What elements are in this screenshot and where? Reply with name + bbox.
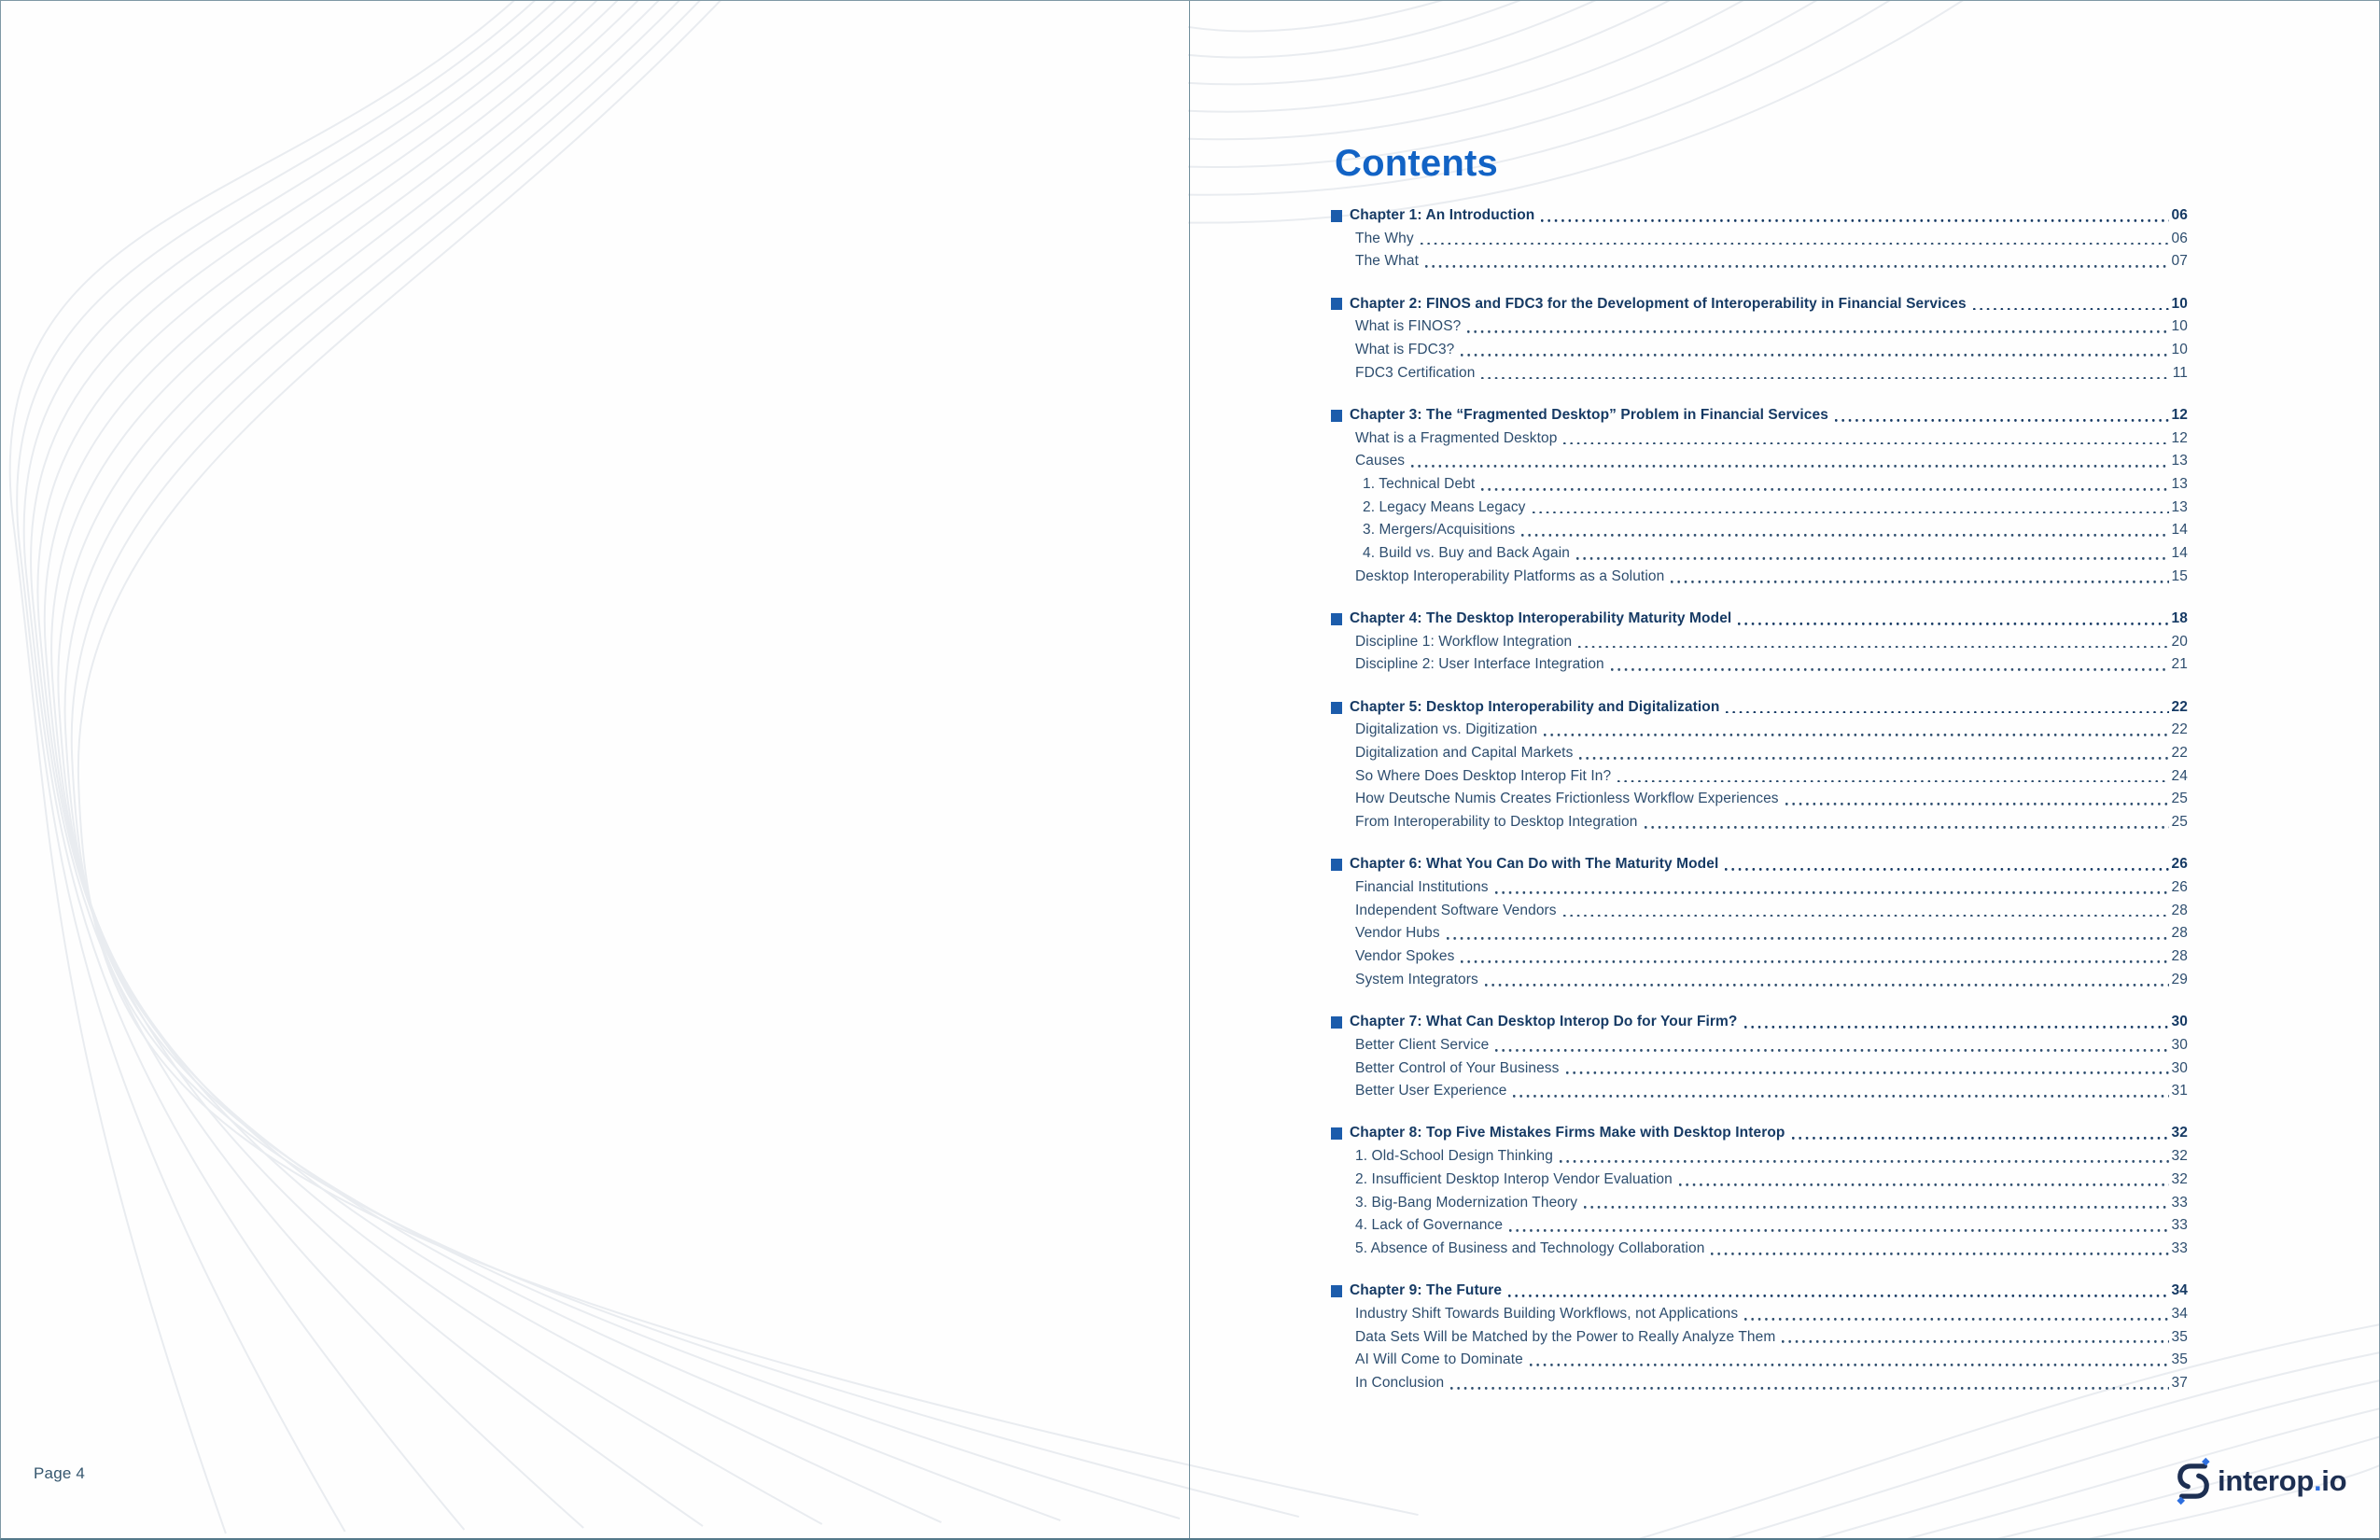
toc-row-label: Chapter 3: The “Fragmented Desktop” Problem in Financial Services xyxy=(1350,406,1828,423)
toc-chapter-row[interactable] xyxy=(1331,404,2188,427)
dot-leader xyxy=(1467,330,2168,333)
toc-row-label: Data Sets Will be Matched by the Power to Really Analyze Them xyxy=(1355,1328,1776,1345)
toc-item-row[interactable] xyxy=(1331,1326,2188,1350)
toc-row-label: Independent Software Vendors xyxy=(1355,902,1557,918)
toc-chapter-group xyxy=(1331,608,2188,677)
toc-row-page: 31 xyxy=(2171,1083,2188,1099)
toc-row-label: Industry Shift Towards Building Workflows, not Applications xyxy=(1355,1305,1739,1322)
toc-row-label: Vendor Hubs xyxy=(1355,925,1440,942)
dot-leader xyxy=(1579,757,2168,760)
toc-row-label: 2. Insufficient Desktop Interop Vendor Evaluation xyxy=(1355,1170,1673,1187)
chapter-bullet-icon xyxy=(1331,1127,1342,1140)
toc-item-row[interactable] xyxy=(1331,228,2188,251)
toc-row-label: What is a Fragmented Desktop xyxy=(1355,429,1558,446)
toc-row-label: FDC3 Certification xyxy=(1355,364,1476,381)
toc-item-row[interactable] xyxy=(1331,1145,2188,1169)
toc-row-label: Chapter 1: An Introduction xyxy=(1350,207,1535,223)
toc-item-row[interactable] xyxy=(1331,362,2188,385)
toc-item-row[interactable] xyxy=(1331,1372,2188,1395)
toc-row-page: 32 xyxy=(2171,1125,2188,1141)
dot-leader xyxy=(1726,711,2168,714)
dot-leader xyxy=(1513,1095,2168,1098)
page-number-label: Page 4 xyxy=(34,1464,86,1482)
chapter-bullet-icon xyxy=(1331,1016,1342,1029)
toc-item-row[interactable] xyxy=(1331,1238,2188,1261)
interop-logo-wordmark xyxy=(2218,1464,2346,1498)
toc-row-page: 14 xyxy=(2171,545,2188,562)
toc-row-label: The What xyxy=(1355,253,1419,270)
dot-leader xyxy=(1544,734,2168,736)
toc-chapter-row[interactable] xyxy=(1331,1280,2188,1303)
toc-row-page: 18 xyxy=(2171,610,2188,627)
toc-chapter-row[interactable] xyxy=(1331,696,2188,720)
toc-row-page: 06 xyxy=(2171,230,2188,246)
toc-item-row[interactable] xyxy=(1331,876,2188,900)
toc-row-page: 30 xyxy=(2171,1059,2188,1076)
toc-row-page: 07 xyxy=(2171,253,2188,270)
toc-row-label: Chapter 5: Desktop Interoperability and Digitalization xyxy=(1350,698,1720,715)
toc-chapter-group xyxy=(1331,293,2188,385)
toc-item-row[interactable] xyxy=(1331,339,2188,362)
toc-row-page: 34 xyxy=(2171,1282,2188,1299)
toc-row-page: 33 xyxy=(2171,1239,2188,1256)
toc-item-row[interactable] xyxy=(1331,1080,2188,1103)
dot-leader xyxy=(1679,1183,2169,1186)
toc-chapter-group xyxy=(1331,1011,2188,1103)
toc-row-label: Chapter 8: Top Five Mistakes Firms Make with Desktop Interop xyxy=(1350,1125,1785,1141)
toc-item-row[interactable] xyxy=(1331,1303,2188,1326)
toc-row-page: 37 xyxy=(2171,1374,2188,1391)
toc-row-page: 25 xyxy=(2171,791,2188,807)
toc-item-row[interactable] xyxy=(1331,427,2188,451)
toc-row-label: 3. Mergers/Acquisitions xyxy=(1363,522,1516,539)
toc-row-label: 1. Old-School Design Thinking xyxy=(1355,1148,1553,1165)
toc-item-row[interactable] xyxy=(1331,969,2188,992)
toc-row-label: 4. Build vs. Buy and Back Again xyxy=(1363,545,1570,562)
toc-row-page: 34 xyxy=(2171,1305,2188,1322)
dot-leader xyxy=(1711,1253,2168,1255)
dot-leader xyxy=(1541,219,2168,222)
logo-word: interop xyxy=(2218,1464,2314,1497)
toc-chapter-row[interactable] xyxy=(1331,853,2188,876)
dot-leader xyxy=(1530,1364,2169,1366)
toc-row-page: 26 xyxy=(2171,856,2188,873)
dot-leader xyxy=(1521,534,2168,537)
dot-leader xyxy=(1792,1137,2169,1140)
dot-leader xyxy=(1563,442,2168,445)
toc-row-page: 32 xyxy=(2171,1170,2188,1187)
toc-item-row[interactable] xyxy=(1331,450,2188,473)
toc-row-label: 4. Lack of Governance xyxy=(1355,1217,1504,1234)
toc-row-label: What is FINOS? xyxy=(1355,318,1462,335)
toc-row-page: 22 xyxy=(2171,745,2188,762)
dot-leader xyxy=(1450,1387,2168,1390)
logo-dot: . xyxy=(2313,1464,2322,1497)
dot-leader xyxy=(1533,511,2169,514)
dot-leader xyxy=(1725,868,2168,871)
toc-row-label: Causes xyxy=(1355,453,1406,469)
toc-row-page: 10 xyxy=(2171,295,2188,312)
dot-leader xyxy=(1509,1229,2168,1232)
toc-item-row[interactable] xyxy=(1331,653,2188,677)
toc-row-label: Better Client Service xyxy=(1355,1036,1490,1053)
toc-list xyxy=(1331,204,2188,1395)
dot-leader xyxy=(1578,646,2168,649)
toc-row-page: 10 xyxy=(2171,342,2188,358)
dot-leader xyxy=(1835,419,2169,422)
toc-row-page: 22 xyxy=(2171,698,2188,715)
toc-row-label: Chapter 7: What Can Desktop Interop Do for Your Firm? xyxy=(1350,1014,1738,1030)
toc-row-page: 12 xyxy=(2171,406,2188,423)
toc-row-label: Chapter 4: The Desktop Interoperability Maturity Model xyxy=(1350,610,1732,627)
toc-row-label: System Integrators xyxy=(1355,971,1478,987)
toc-row-page: 13 xyxy=(2171,453,2188,469)
interop-logo-mark-icon xyxy=(2176,1457,2211,1505)
toc-row-label: How Deutsche Numis Creates Frictionless Workflow Experiences xyxy=(1355,791,1779,807)
chapter-bullet-icon xyxy=(1331,859,1342,871)
toc-chapter-group xyxy=(1331,1122,2188,1260)
toc-row-page: 30 xyxy=(2171,1014,2188,1030)
toc-row-page: 28 xyxy=(2171,925,2188,942)
toc-item-row[interactable] xyxy=(1331,1192,2188,1215)
toc-row-label: So Where Does Desktop Interop Fit In? xyxy=(1355,767,1612,784)
toc-chapter-group xyxy=(1331,696,2188,834)
chapter-bullet-icon xyxy=(1331,1285,1342,1297)
dot-leader xyxy=(1481,377,2169,380)
dot-leader xyxy=(1495,891,2169,894)
toc-row-label: Digitalization and Capital Markets xyxy=(1355,745,1574,762)
toc-chapter-row[interactable] xyxy=(1331,608,2188,631)
toc-chapter-group xyxy=(1331,853,2188,991)
dot-leader xyxy=(1421,243,2169,245)
toc-row-page: 13 xyxy=(2171,476,2188,493)
dot-leader xyxy=(1744,1026,2169,1029)
chapter-bullet-icon xyxy=(1331,210,1342,222)
dot-leader xyxy=(1782,1340,2168,1343)
toc-item-row[interactable] xyxy=(1331,1214,2188,1238)
toc-row-page: 10 xyxy=(2171,318,2188,335)
toc-item-row[interactable] xyxy=(1331,900,2188,923)
toc-row-page: 25 xyxy=(2171,814,2188,831)
dot-leader xyxy=(1645,826,2169,829)
dot-leader xyxy=(1485,984,2169,987)
chapter-bullet-icon xyxy=(1331,410,1342,422)
dot-leader xyxy=(1461,960,2168,963)
dot-leader xyxy=(1425,265,2169,268)
toc-row-label: 1. Technical Debt xyxy=(1363,476,1476,493)
toc-row-page: 13 xyxy=(2171,498,2188,515)
dot-leader xyxy=(1563,915,2169,917)
dot-leader xyxy=(1411,465,2168,468)
toc-item-row[interactable] xyxy=(1331,922,2188,945)
logo-tld: io xyxy=(2321,1464,2347,1497)
dot-leader xyxy=(1495,1049,2168,1052)
toc-row-page: 22 xyxy=(2171,721,2188,738)
toc-item-row[interactable] xyxy=(1331,519,2188,542)
toc-row-label: Digitalization vs. Digitization xyxy=(1355,721,1538,738)
dot-leader xyxy=(1566,1071,2169,1074)
toc-item-row[interactable] xyxy=(1331,250,2188,273)
toc-row-page: 21 xyxy=(2171,656,2188,673)
dot-leader xyxy=(1973,308,2169,311)
toc-row-page: 15 xyxy=(2171,567,2188,584)
toc-chapter-group xyxy=(1331,1280,2188,1395)
dot-leader xyxy=(1481,488,2168,491)
dot-leader xyxy=(1611,668,2169,671)
toc-row-label: Discipline 2: User Interface Integration xyxy=(1355,656,1604,673)
toc-item-row[interactable] xyxy=(1331,945,2188,969)
toc-row-label: Chapter 6: What You Can Do with The Maturity Model xyxy=(1350,856,1719,873)
toc-row-label: Vendor Spokes xyxy=(1355,948,1455,965)
chapter-bullet-icon xyxy=(1331,298,1342,310)
toc-row-label: The Why xyxy=(1355,230,1414,246)
toc-row-page: 35 xyxy=(2171,1328,2188,1345)
toc-row-page: 28 xyxy=(2171,902,2188,918)
toc-item-row[interactable] xyxy=(1331,542,2188,566)
toc-item-row[interactable] xyxy=(1331,473,2188,497)
toc-chapter-group xyxy=(1331,204,2188,273)
contents-heading: Contents xyxy=(1335,143,1498,184)
toc-row-page: 29 xyxy=(2171,971,2188,987)
toc-item-row[interactable] xyxy=(1331,315,2188,339)
dot-leader xyxy=(1584,1206,2168,1209)
toc-chapter-row[interactable] xyxy=(1331,293,2188,316)
toc-row-label: Better User Experience xyxy=(1355,1083,1507,1099)
dot-leader xyxy=(1785,803,2169,805)
toc-chapter-row[interactable] xyxy=(1331,1011,2188,1034)
dot-leader xyxy=(1738,623,2168,625)
toc-item-row[interactable] xyxy=(1331,719,2188,742)
dot-leader xyxy=(1744,1318,2168,1321)
toc-row-page: 32 xyxy=(2171,1148,2188,1165)
chapter-bullet-icon xyxy=(1331,613,1342,625)
toc-row-label: AI Will Come to Dominate xyxy=(1355,1351,1523,1368)
toc-row-label: Chapter 2: FINOS and FDC3 for the Development of Interoperability in Financial Services xyxy=(1350,295,1967,312)
toc-row-label: What is FDC3? xyxy=(1355,342,1455,358)
toc-row-label: Discipline 1: Workflow Integration xyxy=(1355,633,1573,650)
toc-item-row[interactable] xyxy=(1331,811,2188,834)
dot-leader xyxy=(1671,581,2168,583)
toc-row-label: Chapter 9: The Future xyxy=(1350,1282,1503,1299)
toc-row-label: 2. Legacy Means Legacy xyxy=(1363,498,1526,515)
toc-row-page: 28 xyxy=(2171,948,2188,965)
toc-chapter-row[interactable] xyxy=(1331,1122,2188,1145)
toc-item-row[interactable] xyxy=(1331,566,2188,589)
toc-row-page: 33 xyxy=(2171,1194,2188,1211)
toc-item-row[interactable] xyxy=(1331,1169,2188,1192)
dot-leader xyxy=(1576,557,2169,560)
toc-row-page: 14 xyxy=(2171,522,2188,539)
toc-row-page: 11 xyxy=(2172,364,2188,381)
toc-row-page: 24 xyxy=(2171,767,2188,784)
dot-leader xyxy=(1560,1160,2169,1163)
toc-item-row[interactable] xyxy=(1331,1057,2188,1081)
toc-row-label: Better Control of Your Business xyxy=(1355,1059,1560,1076)
toc-chapter-group xyxy=(1331,404,2188,589)
toc-row-page: 26 xyxy=(2171,879,2188,896)
dot-leader xyxy=(1617,780,2168,783)
toc-item-row[interactable] xyxy=(1331,1349,2188,1372)
toc-row-page: 20 xyxy=(2171,633,2188,650)
dot-leader xyxy=(1461,354,2168,357)
chapter-bullet-icon xyxy=(1331,702,1342,714)
toc-chapter-row[interactable] xyxy=(1331,204,2188,228)
toc-row-label: 3. Big-Bang Modernization Theory xyxy=(1355,1194,1578,1211)
toc-row-page: 12 xyxy=(2171,429,2188,446)
toc-row-label: Desktop Interoperability Platforms as a Solution xyxy=(1355,567,1665,584)
toc-item-row[interactable] xyxy=(1331,765,2188,789)
dot-leader xyxy=(1447,937,2169,940)
toc-row-label: 5. Absence of Business and Technology Collaboration xyxy=(1355,1239,1705,1256)
toc-row-page: 06 xyxy=(2171,207,2188,223)
page-divider xyxy=(1189,1,1190,1538)
toc-row-page: 33 xyxy=(2171,1217,2188,1234)
toc-item-row[interactable] xyxy=(1331,742,2188,765)
toc-row-label: From Interoperability to Desktop Integration xyxy=(1355,814,1638,831)
toc-item-row[interactable] xyxy=(1331,631,2188,654)
toc-item-row[interactable] xyxy=(1331,1034,2188,1057)
toc-item-row[interactable] xyxy=(1331,788,2188,811)
toc-item-row[interactable] xyxy=(1331,497,2188,520)
toc-row-label: Financial Institutions xyxy=(1355,879,1489,896)
toc-row-page: 30 xyxy=(2171,1036,2188,1053)
toc-row-label: In Conclusion xyxy=(1355,1374,1445,1391)
interop-io-logo xyxy=(2176,1457,2346,1505)
dot-leader xyxy=(1508,1295,2168,1297)
toc-row-page: 35 xyxy=(2171,1351,2188,1368)
